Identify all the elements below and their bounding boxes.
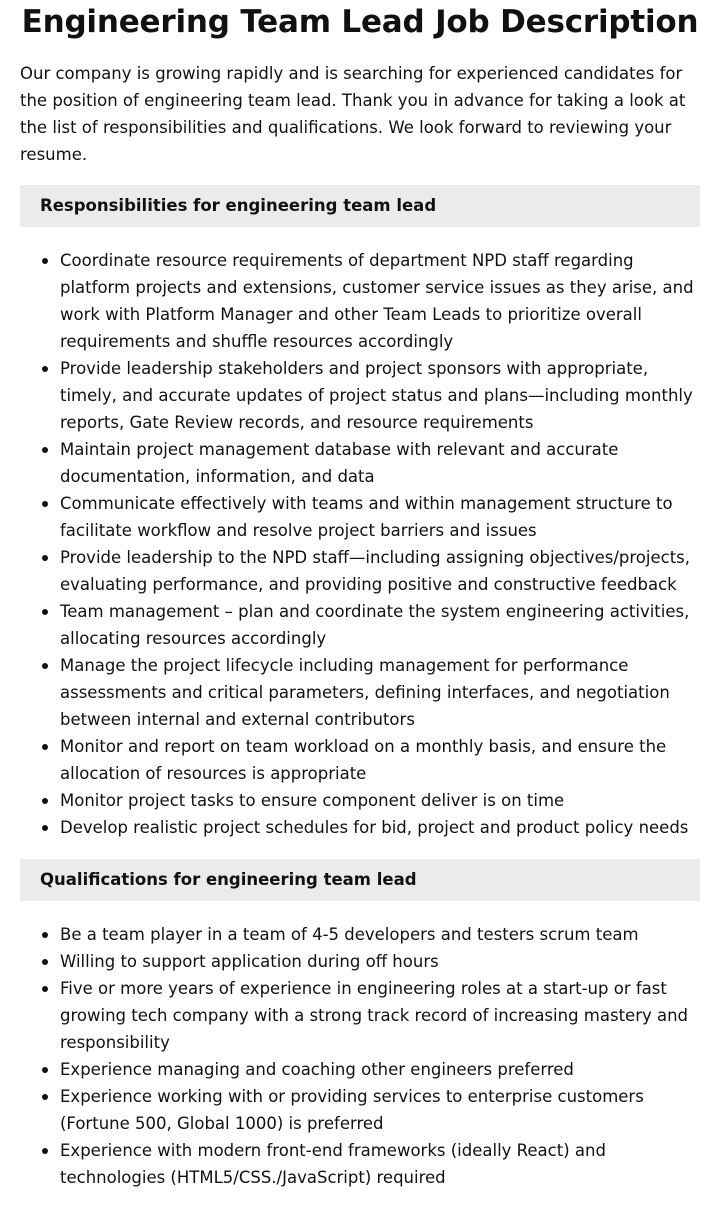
list-item: Experience working with or providing services to enterprise customers (Fortune 500, Global 1000) is preferred	[20, 1083, 700, 1137]
qualifications-heading: Qualifications for engineering team lead	[20, 859, 700, 901]
responsibilities-list	[20, 247, 700, 841]
responsibilities-heading: Responsibilities for engineering team lead	[20, 185, 700, 227]
list-item: Monitor and report on team workload on a monthly basis, and ensure the allocation of resources is appropriate	[20, 733, 700, 787]
list-item: Manage the project lifecycle including management for performance assessments and critical parameters, defining interfaces, and negotiation between internal and external contributors	[20, 652, 700, 733]
list-item: Communicate effectively with teams and within management structure to facilitate workflow and resolve project barriers and issues	[20, 490, 700, 544]
list-item: Be a team player in a team of 4-5 developers and testers scrum team	[20, 921, 700, 948]
qualifications-list	[20, 921, 700, 1191]
page-title: Engineering Team Lead Job Description	[21, 4, 699, 40]
intro-paragraph: Our company is growing rapidly and is searching for experienced candidates for the position of engineering team lead. Thank you in advance for taking a look at the list of responsibilities and qualifications. We look forward to reviewing your resume.	[20, 64, 686, 164]
list-item: Team management – plan and coordinate the system engineering activities, allocating resources accordingly	[20, 598, 700, 652]
list-item: Experience managing and coaching other engineers preferred	[20, 1056, 700, 1083]
list-item: Coordinate resource requirements of department NPD staff regarding platform projects and extensions, customer service issues as they arise, and work with Platform Manager and other Team Leads to prioritize overall requirements and shuffle resources accordingly	[20, 247, 700, 355]
list-item: Provide leadership stakeholders and project sponsors with appropriate, timely, and accurate updates of project status and plans—including monthly reports, Gate Review records, and resource requirements	[20, 355, 700, 436]
list-item: Provide leadership to the NPD staff—including assigning objectives/projects, evaluating performance, and providing positive and constructive feedback	[20, 544, 700, 598]
list-item: Develop realistic project schedules for bid, project and product policy needs	[20, 814, 700, 841]
list-item: Experience with modern front-end frameworks (ideally React) and technologies (HTML5/CSS./JavaScript) required	[20, 1137, 700, 1191]
list-item: Monitor project tasks to ensure component deliver is on time	[20, 787, 700, 814]
list-item: Five or more years of experience in engineering roles at a start-up or fast growing tech company with a strong track record of increasing mastery and responsibility	[20, 975, 700, 1056]
list-item: Maintain project management database with relevant and accurate documentation, information, and data	[20, 436, 700, 490]
list-item: Willing to support application during off hours	[20, 948, 700, 975]
